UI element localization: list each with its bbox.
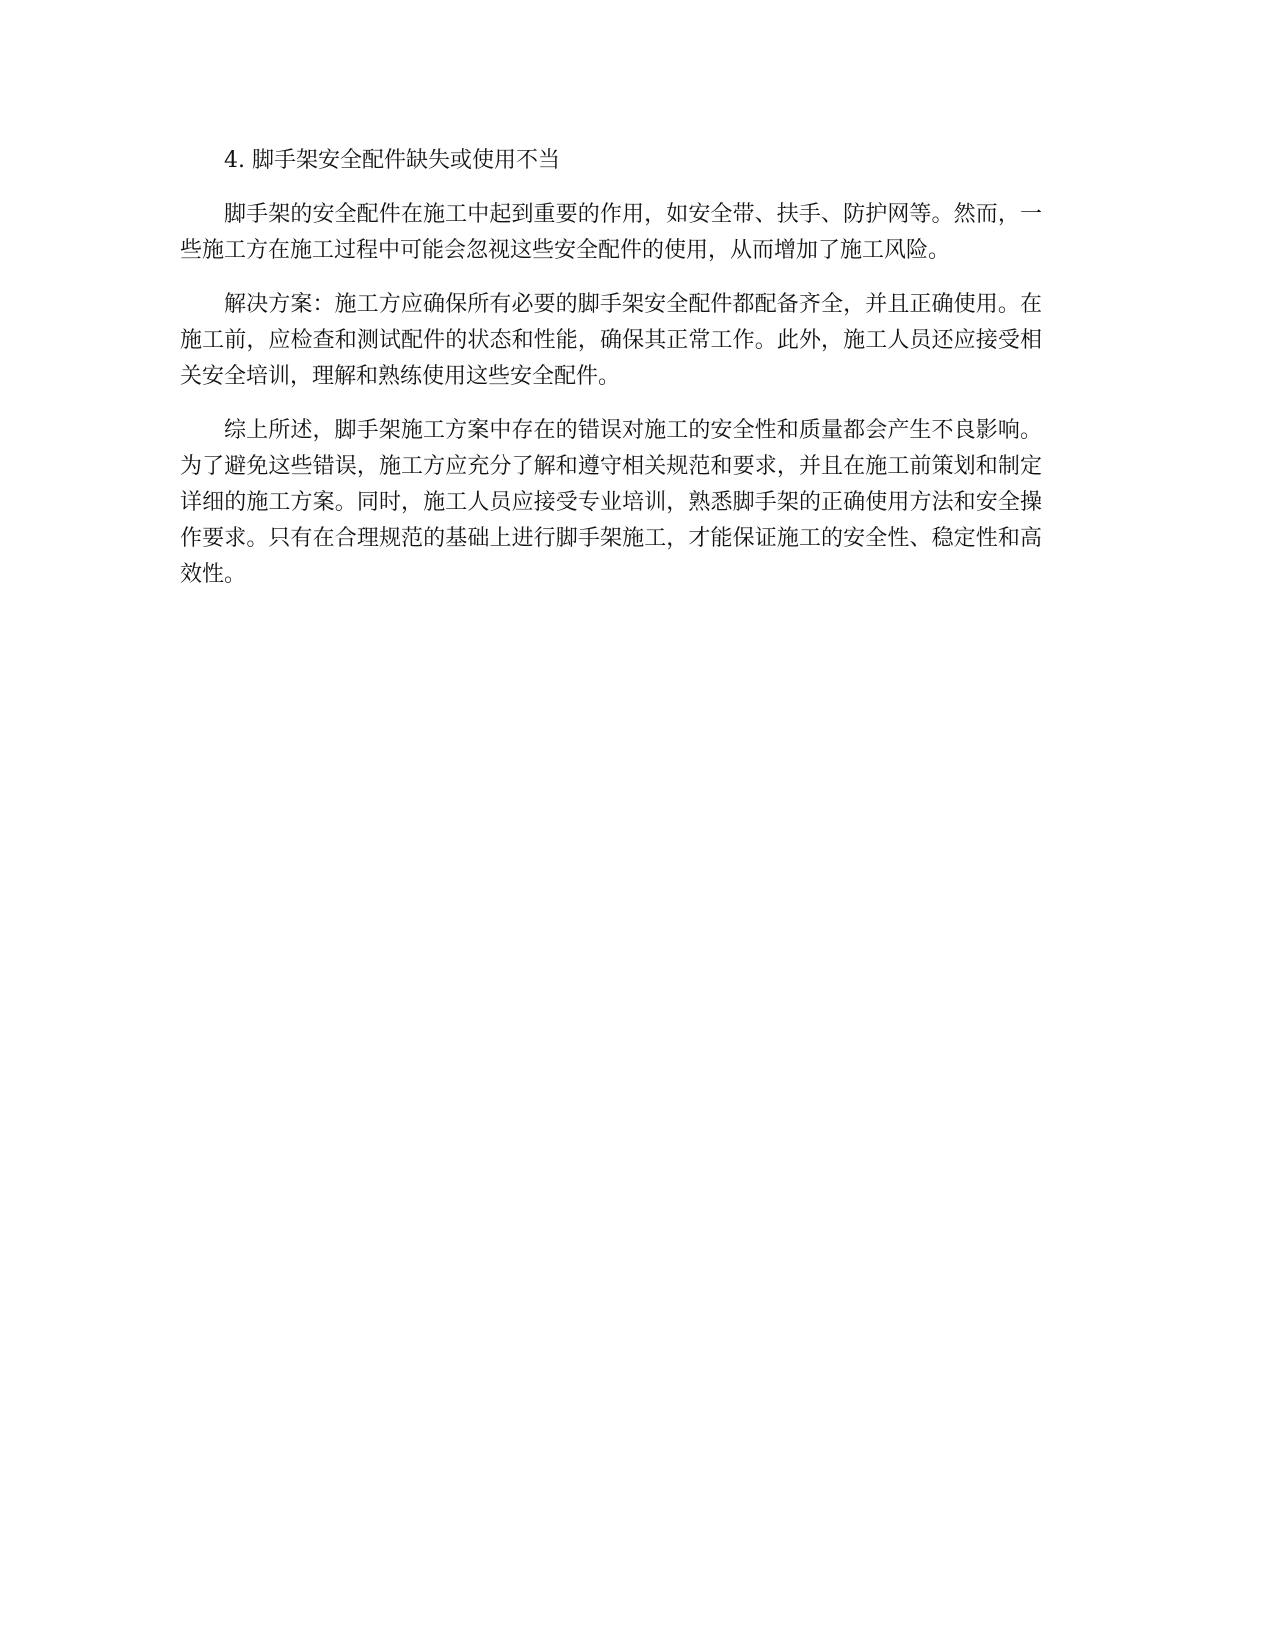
section-heading: 4. 脚手架安全配件缺失或使用不当 bbox=[224, 148, 560, 173]
paragraph-safety-accessories: 脚手架的安全配件在施工中起到重要的作用，如安全带、扶手、防护网等。然而，一些施工方在施工过程中可能会忽视这些安全配件的使用，从而增加了施工风险。 bbox=[180, 202, 1042, 263]
paragraph-solution: 解决方案：施工方应确保所有必要的脚手架安全配件都配备齐全，并且正确使用。在施工前，应检查和测试配件的状态和性能，确保其正常工作。此外，施工人员还应接受相关安全培训，理解和熟练使用这些安全配件。 bbox=[180, 292, 1042, 389]
paragraph-conclusion: 综上所述，脚手架施工方案中存在的错误对施工的安全性和质量都会产生不良影响。为了避免这些错误，施工方应充分了解和遵守相关规范和要求，并且在施工前策划和制定详细的施工方案。同时，施工人员应接受专业培训，熟悉脚手架的正确使用方法和安全操作要求。只有在合理规范的基础上进行脚手架施工，才能保证施工的安全性、稳定性和高效性。 bbox=[180, 418, 1042, 587]
document-body bbox=[180, 143, 1042, 611]
